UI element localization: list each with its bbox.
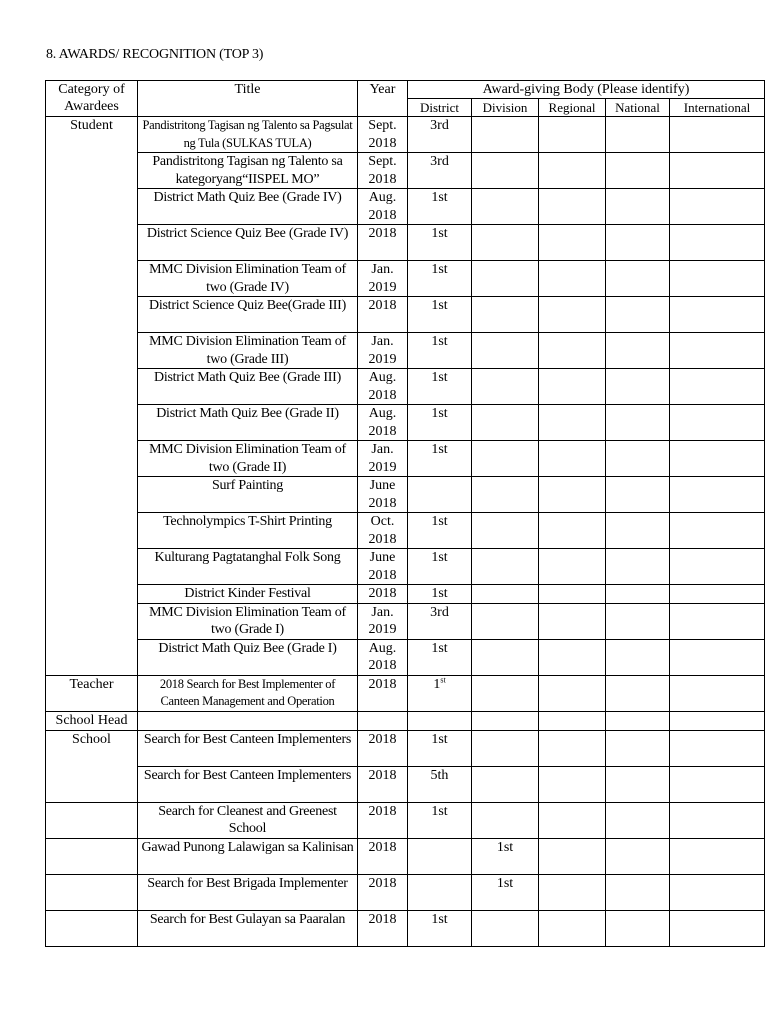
district-cell: 1st (408, 369, 472, 405)
header-regional: Regional (539, 99, 606, 117)
district-cell: 1st (408, 225, 472, 261)
district-ordinal-suffix: st (440, 675, 446, 684)
category-cell (46, 585, 138, 604)
title-cell: Search for Best Canteen Implementers (138, 730, 358, 766)
year-cell: 2018 (358, 225, 408, 261)
category-cell (46, 477, 138, 513)
year-cell: 2018 (358, 730, 408, 766)
division-cell (472, 369, 539, 405)
international-cell (670, 549, 765, 585)
table-row (46, 675, 765, 711)
district-cell: 1st (408, 189, 472, 225)
national-cell (606, 405, 670, 441)
regional-cell (539, 117, 606, 153)
year-cell: 2018 (358, 910, 408, 946)
district-cell (408, 675, 472, 711)
national-cell (606, 603, 670, 639)
table-row (46, 549, 765, 585)
table-row (46, 153, 765, 189)
regional-cell (539, 585, 606, 604)
year-cell: June 2018 (358, 477, 408, 513)
division-cell (472, 802, 539, 838)
international-cell (670, 153, 765, 189)
national-cell (606, 585, 670, 604)
regional-cell (539, 513, 606, 549)
category-cell (46, 441, 138, 477)
year-cell: 2018 (358, 802, 408, 838)
division-cell (472, 549, 539, 585)
regional-cell (539, 802, 606, 838)
regional-cell (539, 603, 606, 639)
international-cell (670, 405, 765, 441)
year-cell: Aug. 2018 (358, 639, 408, 675)
year-cell: Jan. 2019 (358, 441, 408, 477)
category-cell: Teacher (46, 675, 138, 711)
header-division: Division (472, 99, 539, 117)
international-cell (670, 802, 765, 838)
title-cell (138, 711, 358, 730)
national-cell (606, 369, 670, 405)
table-row (46, 441, 765, 477)
category-cell (46, 910, 138, 946)
regional-cell (539, 153, 606, 189)
national-cell (606, 513, 670, 549)
category-cell: School (46, 730, 138, 766)
division-cell (472, 730, 539, 766)
regional-cell (539, 675, 606, 711)
district-cell: 1st (408, 513, 472, 549)
title-cell: Technolympics T-Shirt Printing (138, 513, 358, 549)
international-cell (670, 117, 765, 153)
header-district: District (408, 99, 472, 117)
table-row (46, 711, 765, 730)
category-cell (46, 261, 138, 297)
international-cell (670, 730, 765, 766)
title-cell: Pandistritong Tagisan ng Talento sa kategoryang“IISPEL MO” (138, 153, 358, 189)
division-cell (472, 477, 539, 513)
regional-cell (539, 297, 606, 333)
district-cell: 1st (408, 910, 472, 946)
international-cell (670, 603, 765, 639)
division-cell (472, 910, 539, 946)
header-award-body: Award-giving Body (Please identify) (408, 81, 765, 99)
district-cell: 3rd (408, 603, 472, 639)
year-cell: Aug. 2018 (358, 189, 408, 225)
category-cell (46, 405, 138, 441)
division-cell (472, 441, 539, 477)
regional-cell (539, 369, 606, 405)
title-cell: District Science Quiz Bee(Grade III) (138, 297, 358, 333)
regional-cell (539, 405, 606, 441)
title-cell: Gawad Punong Lalawigan sa Kalinisan (138, 838, 358, 874)
header-year: Year (358, 81, 408, 117)
division-cell (472, 585, 539, 604)
national-cell (606, 549, 670, 585)
category-cell (46, 333, 138, 369)
division-cell (472, 297, 539, 333)
year-cell: Sept. 2018 (358, 153, 408, 189)
category-cell (46, 766, 138, 802)
header-category: Category of Awardees (46, 81, 138, 117)
regional-cell (539, 441, 606, 477)
title-cell: Pandistritong Tagisan ng Talento sa Pagsulat ng Tula (SULKAS TULA) (138, 117, 358, 153)
year-cell: 2018 (358, 766, 408, 802)
district-cell: 1st (408, 333, 472, 369)
table-row (46, 189, 765, 225)
category-cell (46, 225, 138, 261)
national-cell (606, 730, 670, 766)
year-cell: June 2018 (358, 549, 408, 585)
division-cell (472, 153, 539, 189)
year-cell: Jan. 2019 (358, 261, 408, 297)
year-cell: 2018 (358, 675, 408, 711)
year-cell: Aug. 2018 (358, 369, 408, 405)
national-cell (606, 153, 670, 189)
category-cell (46, 153, 138, 189)
regional-cell (539, 189, 606, 225)
district-cell (408, 477, 472, 513)
title-cell: Search for Best Canteen Implementers (138, 766, 358, 802)
national-cell (606, 675, 670, 711)
national-cell (606, 189, 670, 225)
national-cell (606, 910, 670, 946)
district-cell: 3rd (408, 153, 472, 189)
title-cell: Surf Painting (138, 477, 358, 513)
title-cell: MMC Division Elimination Team of two (Grade IV) (138, 261, 358, 297)
category-cell (46, 549, 138, 585)
regional-cell (539, 477, 606, 513)
regional-cell (539, 766, 606, 802)
district-value: 1 (433, 676, 441, 692)
table-row (46, 639, 765, 675)
table-row (46, 766, 765, 802)
title-cell: District Kinder Festival (138, 585, 358, 604)
international-cell (670, 513, 765, 549)
international-cell (670, 333, 765, 369)
table-row (46, 117, 765, 153)
year-cell: 2018 (358, 585, 408, 604)
category-cell (46, 639, 138, 675)
category-cell (46, 874, 138, 910)
table-row (46, 333, 765, 369)
table-row (46, 730, 765, 766)
division-cell (472, 117, 539, 153)
regional-cell (539, 225, 606, 261)
division-cell (472, 405, 539, 441)
division-cell (472, 189, 539, 225)
year-cell: 2018 (358, 874, 408, 910)
section-heading: 8. AWARDS/ RECOGNITION (TOP 3) (46, 47, 264, 62)
title-cell: District Science Quiz Bee (Grade IV) (138, 225, 358, 261)
division-cell (472, 261, 539, 297)
category-cell (46, 802, 138, 838)
district-cell (408, 874, 472, 910)
national-cell (606, 333, 670, 369)
international-cell (670, 711, 765, 730)
national-cell (606, 874, 670, 910)
international-cell (670, 225, 765, 261)
international-cell (670, 639, 765, 675)
national-cell (606, 477, 670, 513)
district-cell: 1st (408, 549, 472, 585)
district-cell: 1st (408, 802, 472, 838)
category-cell (46, 297, 138, 333)
international-cell (670, 766, 765, 802)
district-cell: 1st (408, 297, 472, 333)
title-cell: Search for Cleanest and Greenest School (138, 802, 358, 838)
awards-table-body (46, 117, 765, 947)
regional-cell (539, 711, 606, 730)
international-cell (670, 441, 765, 477)
header-national: National (606, 99, 670, 117)
national-cell (606, 297, 670, 333)
title-cell: 2018 Search for Best Implementer of Canteen Management and Operation (138, 675, 358, 711)
regional-cell (539, 639, 606, 675)
header-title: Title (138, 81, 358, 117)
year-cell (358, 711, 408, 730)
regional-cell (539, 333, 606, 369)
national-cell (606, 117, 670, 153)
title-cell: District Math Quiz Bee (Grade II) (138, 405, 358, 441)
table-row (46, 225, 765, 261)
title-cell: MMC Division Elimination Team of two (Grade III) (138, 333, 358, 369)
category-cell (46, 838, 138, 874)
district-cell: 1st (408, 639, 472, 675)
regional-cell (539, 549, 606, 585)
year-cell: Sept. 2018 (358, 117, 408, 153)
international-cell (670, 297, 765, 333)
regional-cell (539, 838, 606, 874)
table-row (46, 603, 765, 639)
district-cell: 1st (408, 405, 472, 441)
international-cell (670, 261, 765, 297)
table-row (46, 910, 765, 946)
header-international: International (670, 99, 765, 117)
division-cell: 1st (472, 838, 539, 874)
title-cell: Kulturang Pagtatanghal Folk Song (138, 549, 358, 585)
table-row (46, 874, 765, 910)
category-cell: Student (46, 117, 138, 153)
table-row (46, 802, 765, 838)
category-cell (46, 603, 138, 639)
year-cell: Aug. 2018 (358, 405, 408, 441)
table-row (46, 477, 765, 513)
division-cell (472, 711, 539, 730)
district-cell: 1st (408, 261, 472, 297)
title-cell: District Math Quiz Bee (Grade III) (138, 369, 358, 405)
category-cell (46, 189, 138, 225)
international-cell (670, 838, 765, 874)
table-row (46, 513, 765, 549)
division-cell (472, 675, 539, 711)
awards-table (45, 80, 765, 947)
national-cell (606, 711, 670, 730)
district-cell: 3rd (408, 117, 472, 153)
division-cell (472, 225, 539, 261)
national-cell (606, 225, 670, 261)
district-cell: 1st (408, 585, 472, 604)
category-cell (46, 513, 138, 549)
district-cell (408, 838, 472, 874)
category-cell (46, 369, 138, 405)
national-cell (606, 261, 670, 297)
year-cell: Oct. 2018 (358, 513, 408, 549)
title-cell: Search for Best Brigada Implementer (138, 874, 358, 910)
regional-cell (539, 261, 606, 297)
international-cell (670, 910, 765, 946)
national-cell (606, 838, 670, 874)
district-cell: 1st (408, 730, 472, 766)
division-cell: 1st (472, 874, 539, 910)
district-cell: 5th (408, 766, 472, 802)
international-cell (670, 585, 765, 604)
national-cell (606, 766, 670, 802)
title-cell: District Math Quiz Bee (Grade I) (138, 639, 358, 675)
title-cell: MMC Division Elimination Team of two (Grade II) (138, 441, 358, 477)
division-cell (472, 333, 539, 369)
category-cell: School Head (46, 711, 138, 730)
regional-cell (539, 910, 606, 946)
national-cell (606, 639, 670, 675)
year-cell: Jan. 2019 (358, 333, 408, 369)
table-row (46, 261, 765, 297)
table-row (46, 585, 765, 604)
year-cell: Jan. 2019 (358, 603, 408, 639)
title-cell: MMC Division Elimination Team of two (Grade I) (138, 603, 358, 639)
regional-cell (539, 730, 606, 766)
regional-cell (539, 874, 606, 910)
title-cell: District Math Quiz Bee (Grade IV) (138, 189, 358, 225)
international-cell (670, 675, 765, 711)
table-row (46, 297, 765, 333)
national-cell (606, 441, 670, 477)
national-cell (606, 802, 670, 838)
district-cell: 1st (408, 441, 472, 477)
division-cell (472, 639, 539, 675)
division-cell (472, 513, 539, 549)
table-row (46, 838, 765, 874)
year-cell: 2018 (358, 297, 408, 333)
title-cell: Search for Best Gulayan sa Paaralan (138, 910, 358, 946)
international-cell (670, 477, 765, 513)
table-row (46, 405, 765, 441)
table-row (46, 369, 765, 405)
year-cell: 2018 (358, 838, 408, 874)
international-cell (670, 189, 765, 225)
division-cell (472, 766, 539, 802)
district-cell (408, 711, 472, 730)
international-cell (670, 369, 765, 405)
international-cell (670, 874, 765, 910)
division-cell (472, 603, 539, 639)
